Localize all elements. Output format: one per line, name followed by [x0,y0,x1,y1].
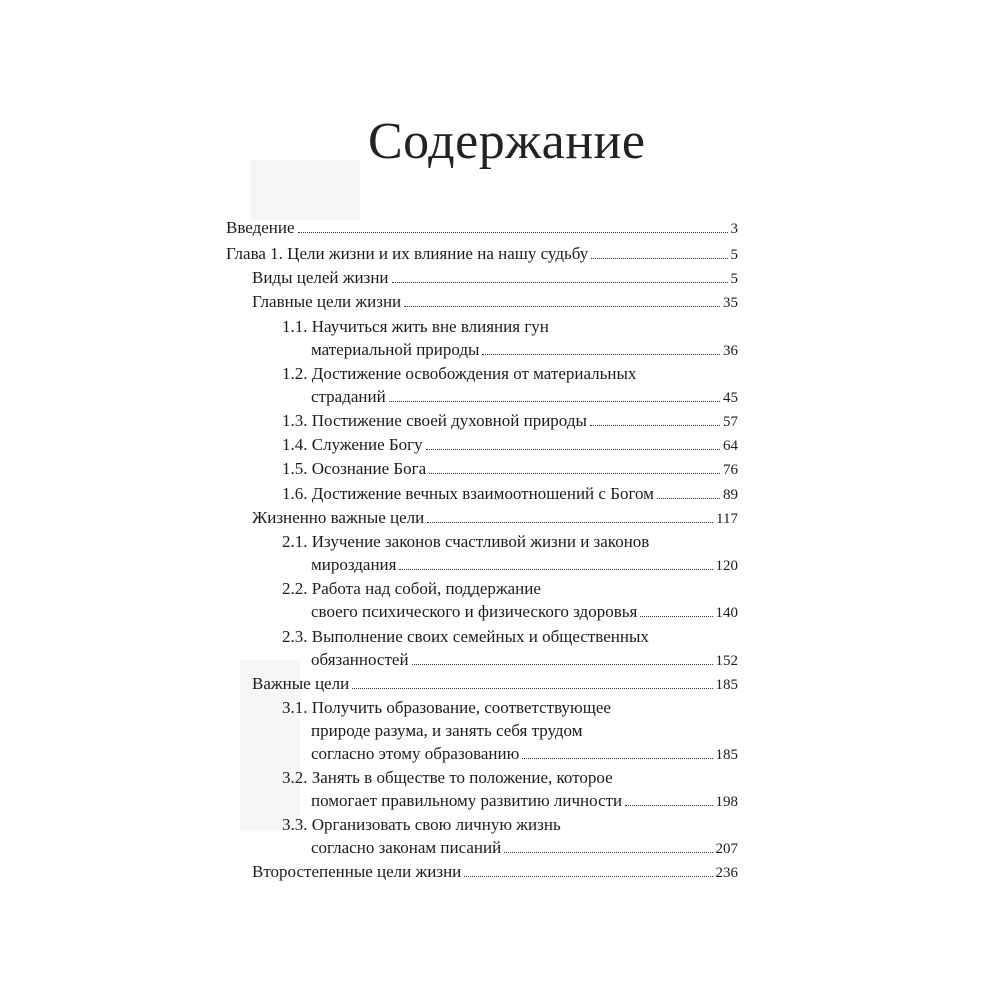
dot-leader [412,664,713,665]
dot-leader [399,569,712,570]
dot-leader [392,282,728,283]
toc-entry [311,742,738,766]
dot-leader [389,401,720,402]
toc-entry-continuation: своего психического и физического здоровья [311,602,638,621]
toc-entry-continuation: страданий [311,387,386,406]
dot-leader [404,306,720,307]
toc-entry [252,672,738,696]
toc-entry-title: Важные цели [252,674,350,693]
toc-page-number: 152 [715,653,738,669]
toc-entry-title: 3.2. Занять в обществе то положение, которое [282,768,613,787]
toc-entry [311,338,738,362]
toc-page-number: 57 [723,414,738,430]
bleed-through-shadow [250,160,360,220]
toc-entry-continuation: помогает правильному развитию личности [311,791,623,810]
toc-entry [252,860,738,884]
dot-leader [590,425,720,426]
toc-page-number: 89 [723,487,738,503]
toc-entry-title: Главные цели жизни [252,292,402,311]
toc-entry-title: 1.5. Осознание Бога [282,459,427,478]
dot-leader [429,473,720,474]
toc-entry-title: 1.3. Постижение своей духовной природы [282,411,587,430]
toc-entry [282,433,738,457]
dot-leader [591,258,727,259]
toc-page-number: 35 [723,295,738,311]
toc-entry [311,836,738,860]
toc-page-number: 3 [730,221,738,237]
toc-entry-title: 2.1. Изучение законов счастливой жизни и законов [282,532,650,551]
toc-entry-title: 1.4. Служение Богу [282,435,423,454]
toc-entry-title: Введение [226,218,295,237]
toc-page-number: 185 [715,677,738,693]
dot-leader [426,449,720,450]
dot-leader [522,758,712,759]
toc-page-number: 117 [716,511,738,527]
toc-page-number: 76 [723,462,738,478]
toc-entry-title: Виды целей жизни [252,268,389,287]
dot-leader [298,232,728,233]
toc-page-number: 207 [715,841,738,857]
dot-leader [464,876,712,877]
toc-entry-continuation: согласно этому образованию [311,744,520,763]
dot-leader [427,522,713,523]
dot-leader [482,354,720,355]
toc-entry-title: 1.2. Достижение освобождения от материальных [282,364,637,383]
toc-entry-title: Жизненно важные цели [252,508,425,527]
toc-entry [282,457,738,481]
toc-page-number: 236 [715,865,738,881]
toc-page-number: 198 [715,794,738,810]
toc-entry-title: Глава 1. Цели жизни и их влияние на нашу судьбу [226,244,589,263]
toc-entry [252,506,738,530]
toc-page-number: 5 [730,271,738,287]
toc-entry-title: 2.2. Работа над собой, поддержание [282,579,541,598]
toc-entry-title: 2.3. Выполнение своих семейных и общественных [282,627,649,646]
dot-leader [640,616,712,617]
toc-entry [311,385,738,409]
page-title: Содержание [368,113,646,170]
dot-leader [657,498,720,499]
toc-entry-continuation: материальной природы [311,340,480,359]
toc-entry-title: 3.1. Получить образование, соответствующее [282,698,611,717]
toc-page-number: 64 [723,438,738,454]
toc-entry [282,482,738,506]
dot-leader [504,852,712,853]
toc-entry [311,600,738,624]
toc-entry-title: 1.6. Достижение вечных взаимоотношений с Богом [282,484,654,503]
toc-page-number: 185 [715,747,738,763]
toc-page-number: 5 [730,247,738,263]
toc-entry [226,242,738,266]
toc-entry-title: Второстепенные цели жизни [252,862,462,881]
toc-entry [252,266,738,290]
toc-entry [252,290,738,314]
toc-entry [311,648,738,672]
toc-entry-continuation: согласно законам писаний [311,838,502,857]
toc-entry [226,216,738,240]
toc-entry-continuation: мироздания [311,555,397,574]
toc-entry-title: 1.1. Научиться жить вне влияния гун [282,317,549,336]
toc-page-number: 140 [715,605,738,621]
toc-page-number: 45 [723,390,738,406]
toc-page-number: 120 [715,558,738,574]
dot-leader [625,805,712,806]
toc-entry-title: 3.3. Организовать свою личную жизнь [282,815,561,834]
toc-page-number: 36 [723,343,738,359]
dot-leader [352,688,712,689]
toc-entry [311,553,738,577]
toc-entry-continuation: обязанностей [311,650,409,669]
toc-entry-continuation: природе разума, и занять себя трудом [311,721,583,740]
toc-entry [282,409,738,433]
toc-entry [311,789,738,813]
